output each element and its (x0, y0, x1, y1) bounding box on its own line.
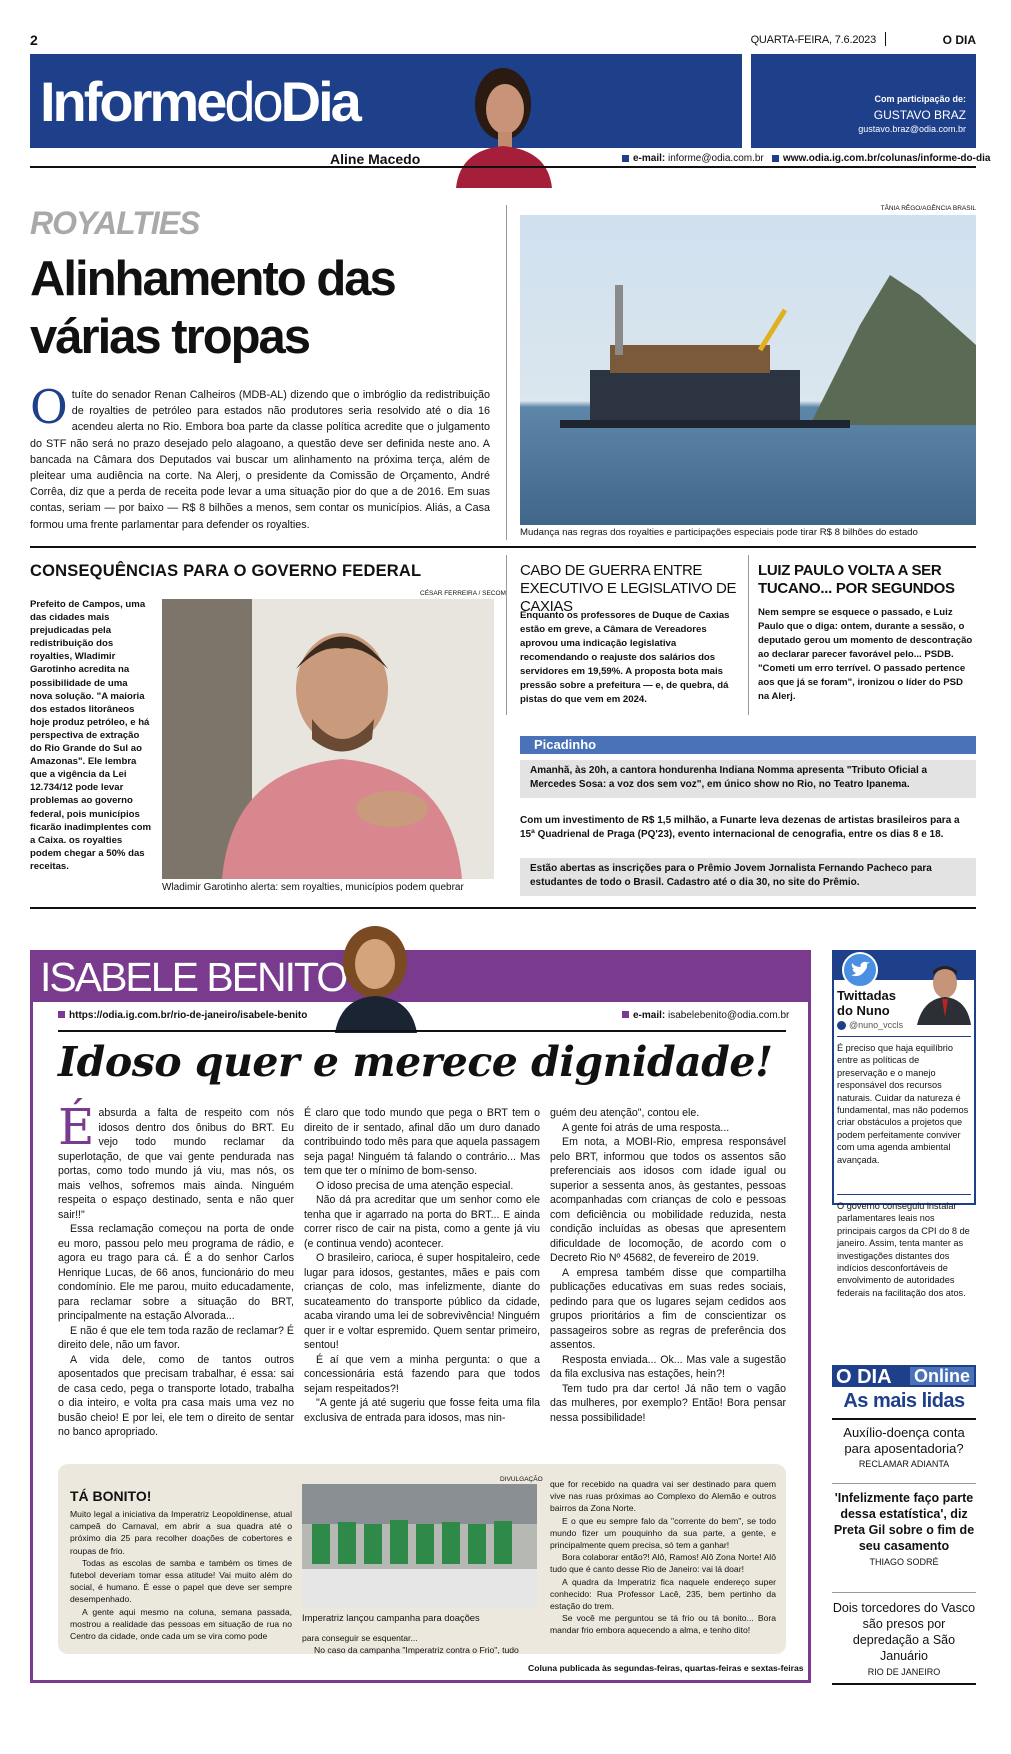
isabele-name: ISABELE BENITO (40, 954, 347, 1000)
columnist-name: Aline Macedo (330, 151, 421, 167)
lead-kicker: ROYALTIES (30, 205, 200, 241)
federal-photo-credit: CÉSAR FERREIRA / SECOM (420, 590, 506, 597)
page-number: 2 (30, 32, 38, 48)
isabele-footer: Coluna publicada às segundas-feiras, quartas-feiras e sextas-feiras (528, 1663, 804, 1673)
caxias-body: Enquanto os professores de Duque de Caxias estão em greve, a Câmara de Vereadores aprovou uma indicação legislativa recomendando o reajuste dos salários dos servidores em 19,59%. A proposta bota mais pressão sobre a prefeitura — e, de quebra, dá pistas do que vem em 2024. (520, 610, 730, 705)
federal-body: Prefeito de Campos, uma das cidades mais prejudicadas pela redistribuição dos royalties, Wladimir Garotinho acredita na possibilidade de uma nova solução. "A maioria dos estados litorâneos hoje produz petróleo, e há perspectiva de extração do Rio Grande do Sul ao Amazonas". Ele lembra que a vigência da Lei 12.734/12 pode levar problemas ao governo federal, pois municípios ficarão inadimplentes com a Caixa. os royalties podem chegar a 50% das receitas. (30, 599, 152, 872)
nuno-handle[interactable]: @nuno_vccls (837, 1020, 903, 1030)
online-title: As mais lidas (843, 1390, 965, 1412)
isabele-photo (323, 918, 428, 1033)
tabonito-col-3: que for recebido na quadra vai ser destinado para quem vive nas ruas próximas ao Complexo do Alemão e outros bairros da Zona Norte. E o que eu sempre falo da "corrente do bem", se todo mundo fizer um pouquinho da sua parte, a gente, e principalmente quem precisa, só tem a ganhar! Bora colaborar então?! Alô, Ramos! Alô Zona Norte! Alô tudo que é canto desse Rio de Janeiro: vai lá doar! A quadra da Imperatriz fica naquele endereço super conhecido: Rua Professor Lacê, 235, bem pertinho da estação do trem. Se você me perguntou se tá frio ou tá bonito... Bora mandar frio embora aquecendo a alma, e tenho dito! (550, 1479, 776, 1636)
online-rule (832, 1418, 976, 1420)
federal-title: CONSEQUÊNCIAS PARA O GOVERNO FEDERAL (30, 562, 422, 580)
nuno-divider-2 (837, 1194, 971, 1195)
participation-label: Com participação de: (874, 94, 966, 104)
tabonito-caption: Imperatriz lançou campanha para doações (302, 1612, 480, 1623)
participation-box (751, 54, 976, 148)
brand-small: O DIA (942, 33, 976, 47)
federal-caption: Wladimir Garotinho alerta: sem royalties, municípios podem quebrar (162, 882, 464, 893)
isabele-col-3: guém deu atenção", contou ele. A gente foi atrás de uma resposta... Em nota, a MOBI-Rio, empresa responsável pelo BRT, informou que todos os assentos são preferenciais aos idosos com idade igual ou superior a sessenta anos, às gestantes, pessoas acompanhadas com crianças de colo e pessoas com deficiência ou mobilidade reduzida, nesta condição incluídas as obesas que apresentem dificuldade de locomoção, de acordo com o Decreto Rio Nº 45682, de fevereiro de 2019. A empresa também disse que compartilha publicações educativas em suas redes sociais, pedindo para que os lugares sejam cedidos aos grupos prioritários a fim de conscientizar os passageiros sobre as regras de preferência dos assentos. Resposta enviada... Ok... Mas vale a sugestão da fila exclusiva nas estações, hein?! Tem tudo pra dar certo! Já não tem o vagão das mulheres, por exemplo? Então! Bora pensar nessa possibilidade! (550, 1107, 786, 1424)
nuno-divider-1 (837, 1036, 971, 1037)
online-item-1[interactable]: Auxílio-doença conta para aposentadoria? RECLAMAR ADIANTA (843, 1425, 965, 1469)
isabele-portrait-icon (323, 918, 428, 1033)
lead-headline: Alinhamento das várias tropas (30, 252, 395, 364)
lead-rule (30, 546, 976, 548)
garotinho-portrait-icon (162, 599, 494, 879)
oil-platform-icon (520, 215, 976, 525)
imperatriz-photo (302, 1484, 537, 1608)
participant-email: gustavo.braz@odia.com.br (858, 124, 966, 134)
online-item-2[interactable]: 'Infelizmente faço parte dessa estatística', diz Preta Gil sobre o fim de seu casamento THIAGO SODRÉ (833, 1491, 975, 1567)
isabele-rule (58, 1030, 786, 1032)
lead-photo-credit: TÂNIA RÊGO/AGÊNCIA BRASIL (880, 205, 976, 212)
federal-rule (30, 907, 976, 909)
tucano-title: LUIZ PAULO VOLTA A SER TUCANO... POR SEGUNDOS (758, 562, 955, 597)
lead-body: Otuíte do senador Renan Calheiros (MDB-AL) dizendo que o imbróglio da redistribuição de royalties de petróleo para estados não produtores seria resolvido até o dia 16 acendeu alerta no Rio. Embora boa parte da classe política acredite que o julgamento do STF não será no prazo desejado pelo alagoano, a questão deve ser definida neste ano. A bancada na Câmara dos Deputados vai buscar um alinhamento na próxima terça, além de pleitear uma audiência na corte. Na Alerj, o presidente da Comissão de Orçamento, André Corrêa, diz que a perda de receita pode levar a uma situação pior do que a de 2016. Em suas contas, seriam — por baixo — R$ 8 bilhões a menos, sem contar os municípios. Aliás, a Casa formou uma frente parlamentar para defender os royalties. (30, 380, 490, 531)
dateline: QUARTA-FEIRA, 7.6.2023 (750, 34, 876, 46)
lead-col-divider (506, 205, 507, 540)
isabele-email[interactable]: e-mail: isabelebenito@odia.com.br (622, 1010, 789, 1021)
federal-divider (506, 555, 507, 715)
platform-photo (520, 215, 976, 525)
site-link[interactable]: www.odia.ig.com.br/colunas/informe-do-dia (772, 153, 990, 164)
nuno-photo (915, 965, 973, 1025)
picadinho-item-1: Amanhã, às 20h, a cantora hondurenha Indiana Nomma apresenta "Tributo Oficial a Mercedes Sosa: a voz dos sem voz", em único show no Rio, no Teatro Ipanema. (520, 760, 976, 798)
picadinho-item-3: Estão abertas as inscrições para o Prêmio Jovem Jornalista Fernando Pacheco para estudantes de todo o Brasil. Cadastro até o dia 30, no site do Prêmio. (520, 858, 976, 896)
online-header (832, 1365, 976, 1387)
tabonito-photo-credit: DIVULGAÇÃO (500, 1476, 543, 1483)
nuno-portrait-icon (915, 965, 973, 1025)
twitter-bird-icon (842, 952, 878, 988)
online-item-3[interactable]: Dois torcedores do Vasco são presos por depredação a São Januário RIO DE JANEIRO (832, 1601, 976, 1677)
isabele-col-2: É claro que todo mundo que pega o BRT tem o direito de ir sentado, afinal dão um duro danado contribuindo todo mês para que aquela passagem seja paga! Ninguém tá falando o contrário... Mas tem que ter o mínimo de bom-senso. O idoso precisa de uma atenção especial. Não dá pra acreditar que um senhor como ele tenha que ir agarrado na porta do BRT... E ainda correr risco de cair na pista, como a gente já viu (e continua vendo) acontecer. O brasileiro, carioca, é super hospitaleiro, cede lugar para idosos, gestantes, mães e pais com crianças de colo, mas infelizmente, diante do sucateamento do transporte público da cidade, acaba virando uma lei de sobrevivência! Ninguém quer ir e voltar espremido. Quem sentar primeiro, sentou! É aí que vem a minha pergunta: o que a concessionária está fazendo para que todos sejam respeitados?! "A gente já até sugeriu que fosse feita uma fila exclusiva de entrada para idosos, mas nin- (304, 1107, 540, 1424)
nuno-title: Twittadas do Nuno (837, 988, 896, 1018)
online-bottom-rule (832, 1683, 976, 1685)
caxias-divider (748, 555, 749, 715)
column-banner (30, 54, 742, 148)
nuno-tweet-1: É preciso que haja equilíbrio entre as políticas de preservação e o manejo responsável dos recursos naturais. Cuidar da natureza é fundamental, mas não podemos criar obstáculos a projetos que podem perfeitamente conviver com uma agenda ambiental avançada. (837, 1043, 969, 1165)
participant-name: GUSTAVO BRAZ (873, 108, 966, 122)
picadinho-header: Picadinho (520, 736, 976, 754)
isabele-headline: Idoso quer e merece dignidade! (58, 1038, 773, 1086)
dateline-divider (885, 32, 886, 46)
picadinho-item-2: Com um investimento de R$ 1,5 milhão, a Funarte leva dezenas de artistas brasileiros para a 15ª Quadrienal de Praga (PQ'23), evento internacional de cenografia, entre os dias 8 e 18. (520, 815, 960, 840)
tabonito-title: TÁ BONITO! (70, 1488, 152, 1504)
email-line[interactable]: e-mail: informe@odia.com.br (622, 153, 764, 164)
online-divider-1 (832, 1483, 976, 1484)
isabele-site[interactable]: https://odia.ig.com.br/rio-de-janeiro/isabele-benito (58, 1010, 307, 1021)
lead-caption: Mudança nas regras dos royalties e participações especiais pode tirar R$ 8 bilhões do estado (520, 527, 918, 538)
online-tag: Online (910, 1367, 974, 1385)
garotinho-photo (162, 599, 494, 879)
online-divider-2 (832, 1592, 976, 1593)
tucano-body: Nem sempre se esquece o passado, e Luiz Paulo que o diga: ontem, durante a sessão, o deputado gerou um momento de descontração ao declarar parecer favorável pelo... PSDB. "Cometi um erro terrível. O passado pertence aos que já se foram", ironizou o líder do PSD na Alerj. (758, 607, 973, 702)
online-brand: O DIA (836, 1366, 892, 1388)
caxias-title: CABO DE GUERRA ENTRE EXECUTIVO E LEGISLATIVO DE CAXIAS (520, 562, 737, 615)
nuno-tweet-2: O governo conseguiu instalar parlamentares leais nos principais cargos da CPI do 8 de janeiro. Assim, tenta manter as investigações distantes dos indícios desconfortáveis de envolvimento de autoridades federais na facilitação dos atos. (837, 1201, 970, 1298)
tabonito-col-1: Muito legal a iniciativa da Imperatriz Leopoldinense, atual campeã do Carnaval, em abrir a sua quadra até o próximo dia 25 para recolher doações de cobertores e roupas de frio. Todas as escolas de samba e também os times de futebol deveriam tomar essa atitude! Vai muito além do social, é humano. É esse o papel que deve ser sempre desempenhado. A gente aqui mesmo na coluna, semana passada, mostrou a realidade das pessoas em situação de rua no Centro da cidade, onde cada um se vira como pode (70, 1509, 292, 1642)
group-photo-icon (302, 1484, 537, 1608)
isabele-col-1: Éabsurda a falta de respeito com nós idosos dentro dos ônibus do BRT. Eu vejo todo mundo reclamar da superlotação, de que vai gente pendurada nas portas, como todo mundo já viu, mas nós, os mais velhos, sofremos mais ainda. Ninguém respeita o espaço destinado, senta e não quer sair!!" Essa reclamação começou na porta de onde eu moro, passou pelo meu programa de rádio, e agora eu trago para cá. É a do senhor Carlos Henrique Lucas, de 66 anos, funcionário do meu condomínio. Ele me parou, muito educadamente, para reclamar sobre a situação do BRT, principalmente na estação Alvorada... E não é que ele tem toda razão de reclamar? É direito dele, não um favor. A vida dele, como de tantos outros aposentados que precisam trabalhar, é essa: sai de casa cedo, pega o transporte lotado, trabalha o dia inteiro, e volta pra casa mais uma vez no busão cheio! E por lei, ele tem o direito de sentar no banco apropriado. (58, 1098, 294, 1438)
column-logo: InformedoDia (40, 70, 359, 133)
header-rule (30, 166, 976, 168)
tabonito-col-2: para conseguir se esquentar... No caso da campanha "Imperatriz contra o Frio", tudo (302, 1633, 519, 1656)
